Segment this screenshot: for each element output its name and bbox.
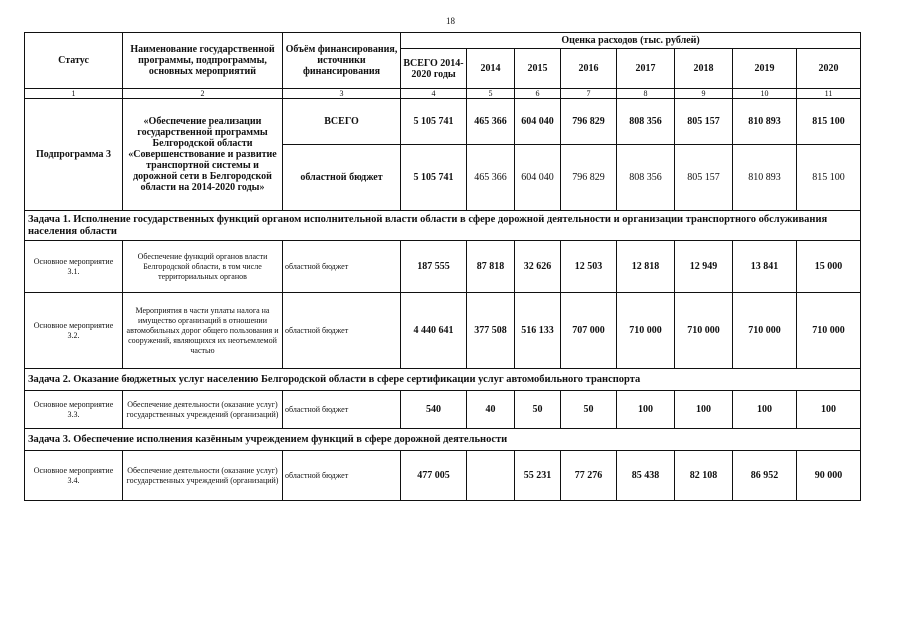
value-cell: 85 438: [617, 451, 675, 501]
measure-status: Основное мероприятие 3.2.: [25, 293, 123, 369]
value-cell: 187 555: [401, 241, 467, 293]
column-index: 10: [733, 89, 797, 99]
value-cell: 710 000: [675, 293, 733, 369]
subprogram-source-total: ВСЕГО: [283, 99, 401, 145]
header-year: 2015: [515, 49, 561, 89]
value-cell: 90 000: [797, 451, 861, 501]
value-cell: 477 005: [401, 451, 467, 501]
value-cell: 15 000: [797, 241, 861, 293]
measure-status: Основное мероприятие 3.4.: [25, 451, 123, 501]
value-cell: 796 829: [561, 145, 617, 211]
value-cell: 810 893: [733, 99, 797, 145]
value-cell: 796 829: [561, 99, 617, 145]
value-cell: 82 108: [675, 451, 733, 501]
header-year: 2020: [797, 49, 861, 89]
value-cell: 50: [561, 391, 617, 429]
value-cell: 50: [515, 391, 561, 429]
subprogram-name: «Обеспечение реализации государственной программы Белгородской области «Совершенствование и развитие транспортной системы и дорожной сети в Белгородской области на 2014-2020 годы»: [123, 99, 283, 211]
value-cell: 12 503: [561, 241, 617, 293]
value-cell: 465 366: [467, 145, 515, 211]
value-cell: 12 949: [675, 241, 733, 293]
measure-name: Обеспечение деятельности (оказание услуг) государственных учреждений (организаций): [123, 391, 283, 429]
value-cell: 86 952: [733, 451, 797, 501]
value-cell: 465 366: [467, 99, 515, 145]
subprogram-source-budget: областной бюджет: [283, 145, 401, 211]
measure-name: Обеспечение деятельности (оказание услуг) государственных учреждений (организаций): [123, 451, 283, 501]
value-cell: 516 133: [515, 293, 561, 369]
header-year: 2019: [733, 49, 797, 89]
column-index: 2: [123, 89, 283, 99]
measure-status: Основное мероприятие 3.1.: [25, 241, 123, 293]
column-index: 7: [561, 89, 617, 99]
header-year: 2014: [467, 49, 515, 89]
value-cell: 707 000: [561, 293, 617, 369]
value-cell: 5 105 741: [401, 145, 467, 211]
header-year: 2016: [561, 49, 617, 89]
value-cell: 32 626: [515, 241, 561, 293]
value-cell: 815 100: [797, 145, 861, 211]
value-cell: 100: [797, 391, 861, 429]
value-cell: 604 040: [515, 145, 561, 211]
measure-source: областной бюджет: [283, 451, 401, 501]
expenditure-table: [24, 32, 861, 501]
value-cell: 805 157: [675, 145, 733, 211]
value-cell: 710 000: [733, 293, 797, 369]
column-index: 11: [797, 89, 861, 99]
column-index: 8: [617, 89, 675, 99]
value-cell: 100: [617, 391, 675, 429]
measure-source: областной бюджет: [283, 241, 401, 293]
value-cell: 4 440 641: [401, 293, 467, 369]
header-total: ВСЕГО 2014-2020 годы: [401, 49, 467, 89]
value-cell: 710 000: [797, 293, 861, 369]
value-cell: 377 508: [467, 293, 515, 369]
header-year: 2017: [617, 49, 675, 89]
column-index: 9: [675, 89, 733, 99]
value-cell: 100: [675, 391, 733, 429]
subprogram-status: Подпрограмма 3: [25, 99, 123, 211]
value-cell: 815 100: [797, 99, 861, 145]
header-estimate: Оценка расходов (тыс. рублей): [401, 33, 861, 49]
header-funding: Объём финансирования, источники финансирования: [283, 33, 401, 89]
column-index: 4: [401, 89, 467, 99]
value-cell: 40: [467, 391, 515, 429]
header-name: Наименование государственной программы, подпрограммы, основных мероприятий: [123, 33, 283, 89]
measure-status: Основное мероприятие 3.3.: [25, 391, 123, 429]
header-status: Статус: [25, 33, 123, 89]
column-index: 5: [467, 89, 515, 99]
value-cell: 540: [401, 391, 467, 429]
value-cell: 55 231: [515, 451, 561, 501]
value-cell: 808 356: [617, 99, 675, 145]
value-cell: 13 841: [733, 241, 797, 293]
column-index: 3: [283, 89, 401, 99]
value-cell: 805 157: [675, 99, 733, 145]
measure-source: областной бюджет: [283, 293, 401, 369]
value-cell: 710 000: [617, 293, 675, 369]
value-cell: 808 356: [617, 145, 675, 211]
value-cell: 12 818: [617, 241, 675, 293]
measure-name: Мероприятия в части уплаты налога на имущество организаций в отношении автомобильных дорог общего пользования и сооружений, являющихся их неотъемлемой частью: [123, 293, 283, 369]
value-cell: 810 893: [733, 145, 797, 211]
header-year: 2018: [675, 49, 733, 89]
page-number: 18: [446, 16, 455, 26]
value-cell: [467, 451, 515, 501]
column-index: 6: [515, 89, 561, 99]
task-heading: Задача 3. Обеспечение исполнения казённым учреждением функций в сфере дорожной деятельности: [25, 429, 861, 451]
task-heading: Задача 1. Исполнение государственных функций органом исполнительной власти области в сфере дорожной деятельности и организации транспортного обслуживания населения области: [25, 211, 861, 241]
column-index: 1: [25, 89, 123, 99]
value-cell: 77 276: [561, 451, 617, 501]
measure-name: Обеспечение функций органов власти Белгородской области, в том числе территориальных органов: [123, 241, 283, 293]
value-cell: 604 040: [515, 99, 561, 145]
value-cell: 87 818: [467, 241, 515, 293]
task-heading: Задача 2. Оказание бюджетных услуг населению Белгородской области в сфере сертификации услуг автомобильного транспорта: [25, 369, 861, 391]
measure-source: областной бюджет: [283, 391, 401, 429]
value-cell: 5 105 741: [401, 99, 467, 145]
value-cell: 100: [733, 391, 797, 429]
